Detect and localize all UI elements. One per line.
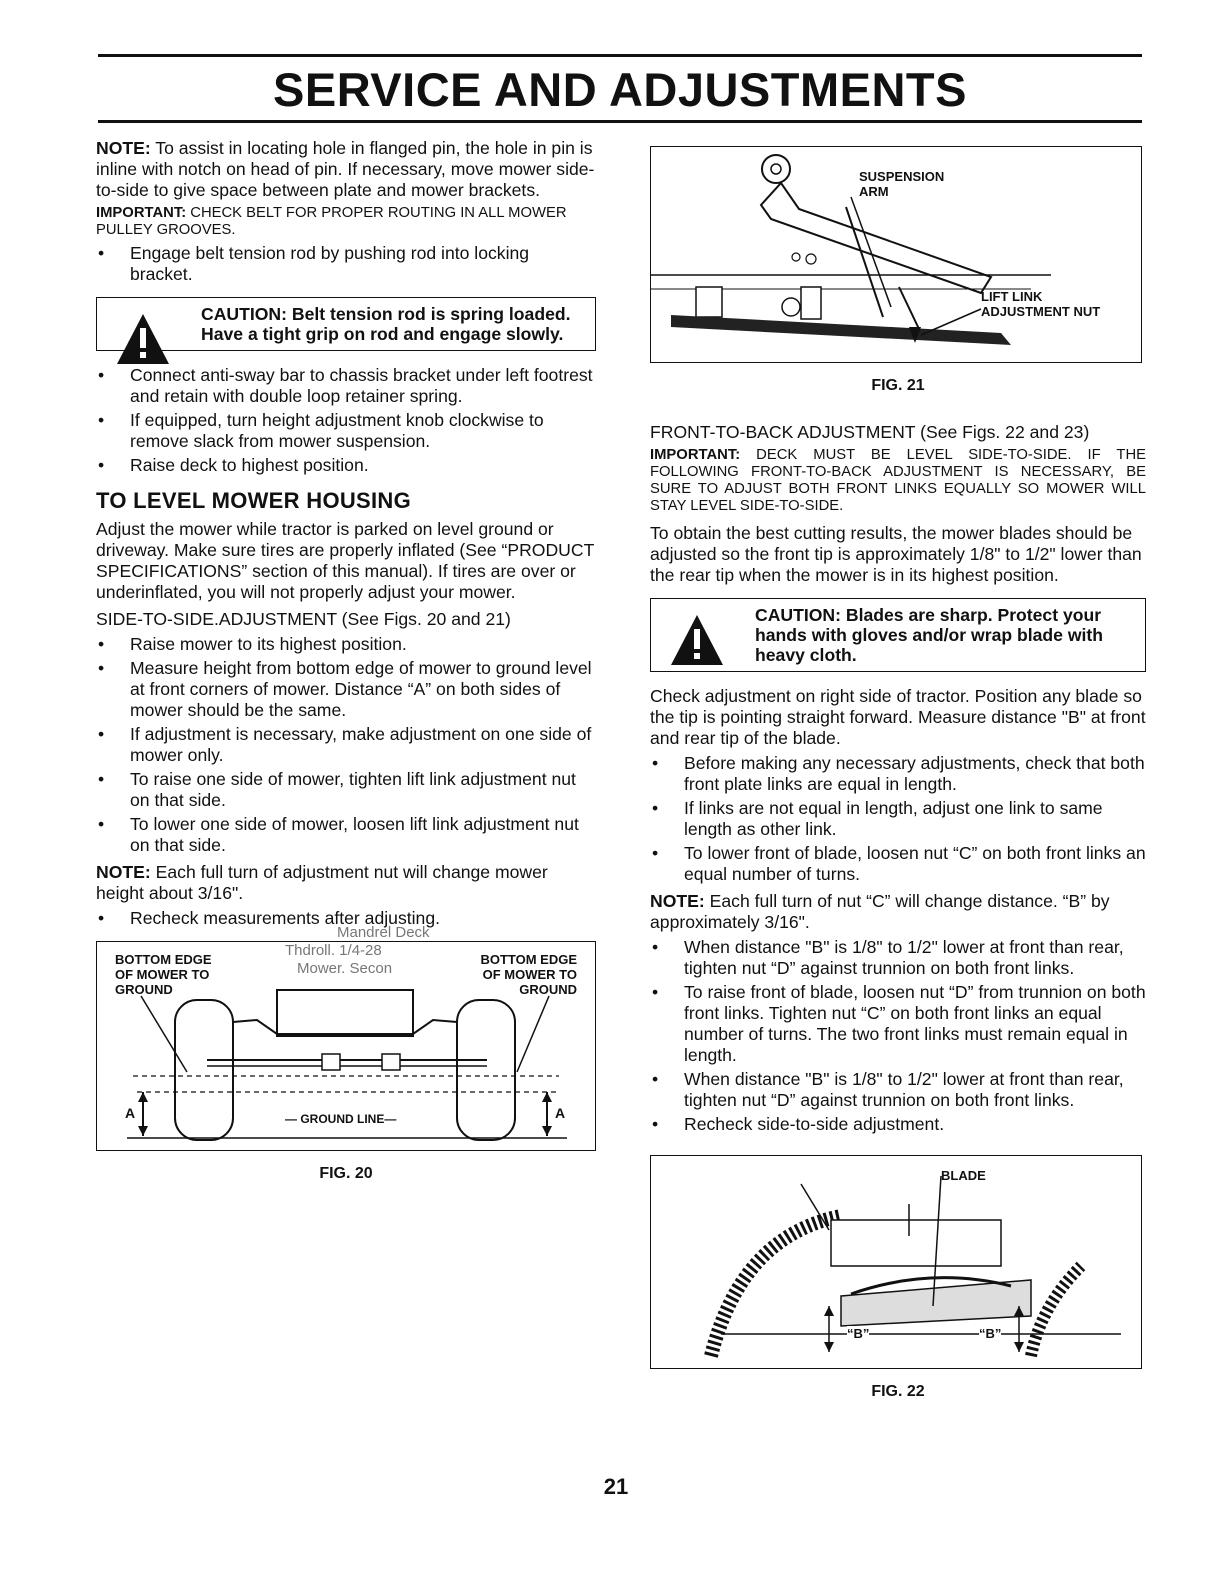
list-item: • To lower front of blade, loosen nut “C” on both front links an equal number of turns. bbox=[650, 843, 1146, 885]
list-item: • To raise front of blade, loosen nut “D” from trunnion on both front links. Tighten nut “C” on both front links an equal number of turns. The two front links must remain equal in length. bbox=[650, 982, 1146, 1066]
fig20-label-left: BOTTOM EDGE OF MOWER TO GROUND bbox=[115, 952, 212, 997]
list-item: • If equipped, turn height adjustment knob clockwise to remove slack from mower suspension. bbox=[96, 410, 596, 452]
bullet-list-2 bbox=[96, 365, 596, 476]
title-rule bbox=[98, 120, 1142, 123]
warning-icon bbox=[669, 613, 725, 667]
fig20-ground-line: — GROUND LINE— bbox=[285, 1112, 397, 1126]
fig20-label-right: BOTTOM EDGE OF MOWER TO GROUND bbox=[480, 952, 577, 997]
fig22-b-right: “B” bbox=[979, 1326, 1002, 1341]
list-item: • Before making any necessary adjustments, check that both front plate links are equal in length. bbox=[650, 753, 1146, 795]
caution-box-belt bbox=[96, 297, 596, 351]
fig21-caption: FIG. 21 bbox=[871, 377, 925, 394]
fig22-caption: FIG. 22 bbox=[871, 1383, 925, 1400]
fig20-dim-right: A bbox=[555, 1105, 566, 1121]
list-item: • If links are not equal in length, adjust one link to same length as other link. bbox=[650, 798, 1146, 840]
fig20-dim-left: A bbox=[125, 1105, 136, 1121]
note-paragraph: NOTE: To assist in locating hole in flanged pin, the hole in pin is inline with notch on head of pin. If necessary, move mower side-to-side to give space between plate and mower brackets. bbox=[96, 138, 595, 200]
side-to-side-heading: SIDE-TO-SIDE.ADJUSTMENT (See Figs. 20 and 21) bbox=[96, 609, 511, 629]
page-title: SERVICE AND ADJUSTMENTS bbox=[273, 63, 967, 116]
list-item: • When distance "B" is 1/8" to 1/2" lower at front than rear, tighten nut “D” against trunnion on both front links. bbox=[650, 1069, 1146, 1111]
blade-measure-drawing bbox=[651, 1156, 1141, 1368]
bullet-list-right-1 bbox=[650, 753, 1146, 885]
left-column bbox=[96, 138, 596, 1184]
warning-icon bbox=[115, 312, 171, 366]
important-paragraph-right: IMPORTANT: DECK MUST BE LEVEL SIDE-TO-SIDE. IF THE FOLLOWING FRONT-TO-BACK ADJUSTMENT IS NECESSARY, BE SURE TO ADJUST BOTH FRONT LINKS EQUALLY SO MOWER WILL STAY LEVEL SIDE-TO-SIDE. bbox=[650, 447, 1146, 514]
list-item: • Raise mower to its highest position. bbox=[96, 634, 596, 655]
fig22-b-left: “B” bbox=[847, 1326, 870, 1341]
bullet-list-1 bbox=[96, 243, 596, 285]
list-item: • Engage belt tension rod by pushing rod into locking bracket. bbox=[96, 243, 596, 285]
bullet-list-right-2 bbox=[650, 937, 1146, 1135]
best-results-paragraph: To obtain the best cutting results, the mower blades should be adjusted so the front tip is approximately 1/8" to 1/2" lower than the rear tip when the mower is in its highest position. bbox=[650, 523, 1142, 585]
right-column bbox=[650, 138, 1146, 1402]
list-item: • When distance "B" is 1/8" to 1/2" lower at front than rear, tighten nut “D” against trunnion on both front links. bbox=[650, 937, 1146, 979]
fig20-ghost-2: Thdroll. 1/4-28 bbox=[285, 942, 382, 959]
page-number: 21 bbox=[603, 1474, 629, 1499]
list-item: • Raise deck to highest position. bbox=[96, 455, 596, 476]
figure-22 bbox=[650, 1155, 1142, 1369]
list-item: • Connect anti-sway bar to chassis bracket under left footrest and retain with double loop retainer spring. bbox=[96, 365, 596, 407]
figure-20 bbox=[96, 924, 596, 1151]
caution-text: CAUTION: Belt tension rod is spring loaded. Have a tight grip on rod and engage slowly. bbox=[201, 304, 571, 344]
top-rule bbox=[98, 54, 1142, 57]
list-item: • To lower one side of mower, loosen lift link adjustment nut on that side. bbox=[96, 814, 596, 856]
fig20-caption: FIG. 20 bbox=[319, 1165, 373, 1182]
important-paragraph: IMPORTANT: CHECK BELT FOR PROPER ROUTING IN ALL MOWER PULLEY GROOVES. bbox=[96, 205, 567, 238]
fig21-lift-link-label: LIFT LINK ADJUSTMENT NUT bbox=[981, 289, 1101, 319]
figure-21 bbox=[650, 146, 1142, 363]
front-to-back-heading: FRONT-TO-BACK ADJUSTMENT (See Figs. 22 and 23) bbox=[650, 422, 1090, 442]
section-heading: TO LEVEL MOWER HOUSING bbox=[96, 488, 412, 513]
bullet-list-3 bbox=[96, 634, 596, 856]
caution-box-blades bbox=[650, 598, 1146, 672]
check-adjustment-paragraph: Check adjustment on right side of tractor. Position any blade so the tip is pointing straight forward. Measure distance "B" at front and rear tip of the blade. bbox=[650, 686, 1146, 748]
fig22-blade-label: BLADE bbox=[941, 1168, 986, 1183]
fig20-ghost-3: Mower. Secon bbox=[297, 960, 393, 977]
note2-paragraph: NOTE: Each full turn of adjustment nut will change mower height about 3/16". bbox=[96, 862, 548, 903]
fig20-ghost-1: Mandrel Deck bbox=[337, 924, 430, 941]
list-item: • Recheck side-to-side adjustment. bbox=[650, 1114, 1146, 1135]
note-paragraph-right: NOTE: Each full turn of nut “C” will change distance. “B” by approximately 3/16". bbox=[650, 891, 1110, 932]
list-item: • Measure height from bottom edge of mower to ground level at front corners of mower. Distance “A” on both sides of mower should be the same. bbox=[96, 658, 596, 721]
list-item: • To raise one side of mower, tighten lift link adjustment nut on that side. bbox=[96, 769, 596, 811]
list-item: • If adjustment is necessary, make adjustment on one side of mower only. bbox=[96, 724, 596, 766]
fig21-suspension-arm-label: SUSPENSION ARM bbox=[859, 169, 945, 199]
list-item: • Recheck measurements after adjusting. bbox=[96, 908, 596, 929]
level-paragraph: Adjust the mower while tractor is parked on level ground or driveway. Make sure tires are properly inflated (See “PRODUCT SPECIFICATIONS” section of this manual). If tires are over or underinflated, you will not properly adjust your mower. bbox=[96, 519, 595, 602]
caution-text: CAUTION: Blades are sharp. Protect your hands with gloves and/or wrap blade with heavy cloth. bbox=[755, 605, 1104, 665]
